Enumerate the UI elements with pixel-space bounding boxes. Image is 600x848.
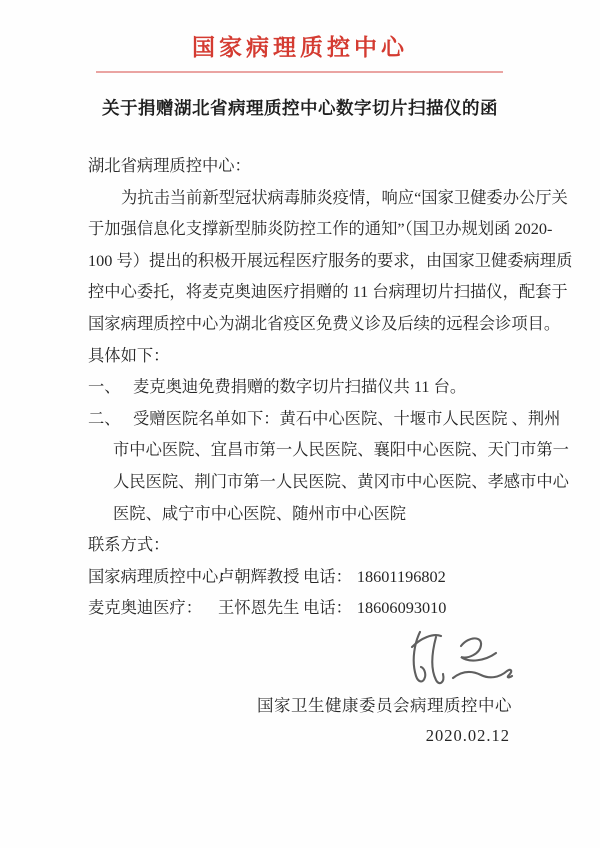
list-item-marker: 二、 xyxy=(88,408,121,428)
letterhead-divider xyxy=(96,71,503,73)
signoff-date: 2020.02.12 xyxy=(425,726,510,745)
list-item-2-wrap: 市中心医院、宜昌市第一人民医院、襄阳中心医院、天门市第一 xyxy=(113,440,569,460)
salutation: 湖北省病理质控中心： xyxy=(88,156,251,175)
contact-org: 麦克奥迪医疗： xyxy=(88,598,202,618)
contact-person: 王怀恩先生 xyxy=(218,598,300,618)
handwritten-signature-icon xyxy=(403,626,515,690)
contact-person: 卢朝辉教授 xyxy=(218,566,300,586)
details-heading: 具体如下： xyxy=(88,345,170,365)
contact-row xyxy=(88,561,518,593)
letter-body xyxy=(88,150,573,624)
contact-row xyxy=(88,592,518,624)
list-item-text: 麦克奥迪免费捐赠的数字切片扫描仪共 11 台。 xyxy=(133,377,467,397)
list-item-1 xyxy=(88,371,518,403)
list-item-2-wrap: 人民医院、荆门市第一人民医院、黄冈市中心医院、孝感市中心 xyxy=(113,471,569,491)
list-item-marker: 一、 xyxy=(88,377,121,397)
list-item-2 xyxy=(88,403,561,435)
contact-phone-label: 电话： xyxy=(303,566,352,586)
letterhead-org-title: 国家病理质控中心 xyxy=(192,35,408,60)
paragraph-line: 为抗击当前新型冠状病毒肺炎疫情，响应“国家卫健委办公厅关 xyxy=(121,187,568,207)
list-item-2-wrap: 医院、咸宁市中心医院、随州市中心医院 xyxy=(113,503,407,523)
paragraph-line: 控中心委托，将麦克奥迪医疗捐赠的 11 台病理切片扫描仪，配套于 xyxy=(88,282,568,302)
contact-phone-number: 18606093010 xyxy=(356,598,447,618)
contact-phone-number: 18601196802 xyxy=(356,566,446,586)
paragraph-line: 国家病理质控中心为湖北省疫区免费义诊及后续的远程会诊项目。 xyxy=(88,313,561,333)
list-item-text: 受赠医院名单如下：黄石中心医院、十堰市人民医院 、荆州 xyxy=(133,408,561,428)
paragraph-line: 100 号）提出的积极开展远程医疗服务的要求，由国家卫健委病理质 xyxy=(88,250,573,270)
contact-phone-label: 电话： xyxy=(303,598,352,618)
contact-org: 国家病理质控中心： xyxy=(88,566,235,586)
signoff-organization: 国家卫生健康委员会病理质控中心 xyxy=(257,696,512,715)
paragraph-line: 于加强信息化支撑新型肺炎防控工作的通知”（国卫办规划函 2020- xyxy=(88,219,553,239)
contact-heading: 联系方式： xyxy=(88,535,170,555)
document-title: 关于捐赠湖北省病理质控中心数字切片扫描仪的函 xyxy=(102,98,498,118)
